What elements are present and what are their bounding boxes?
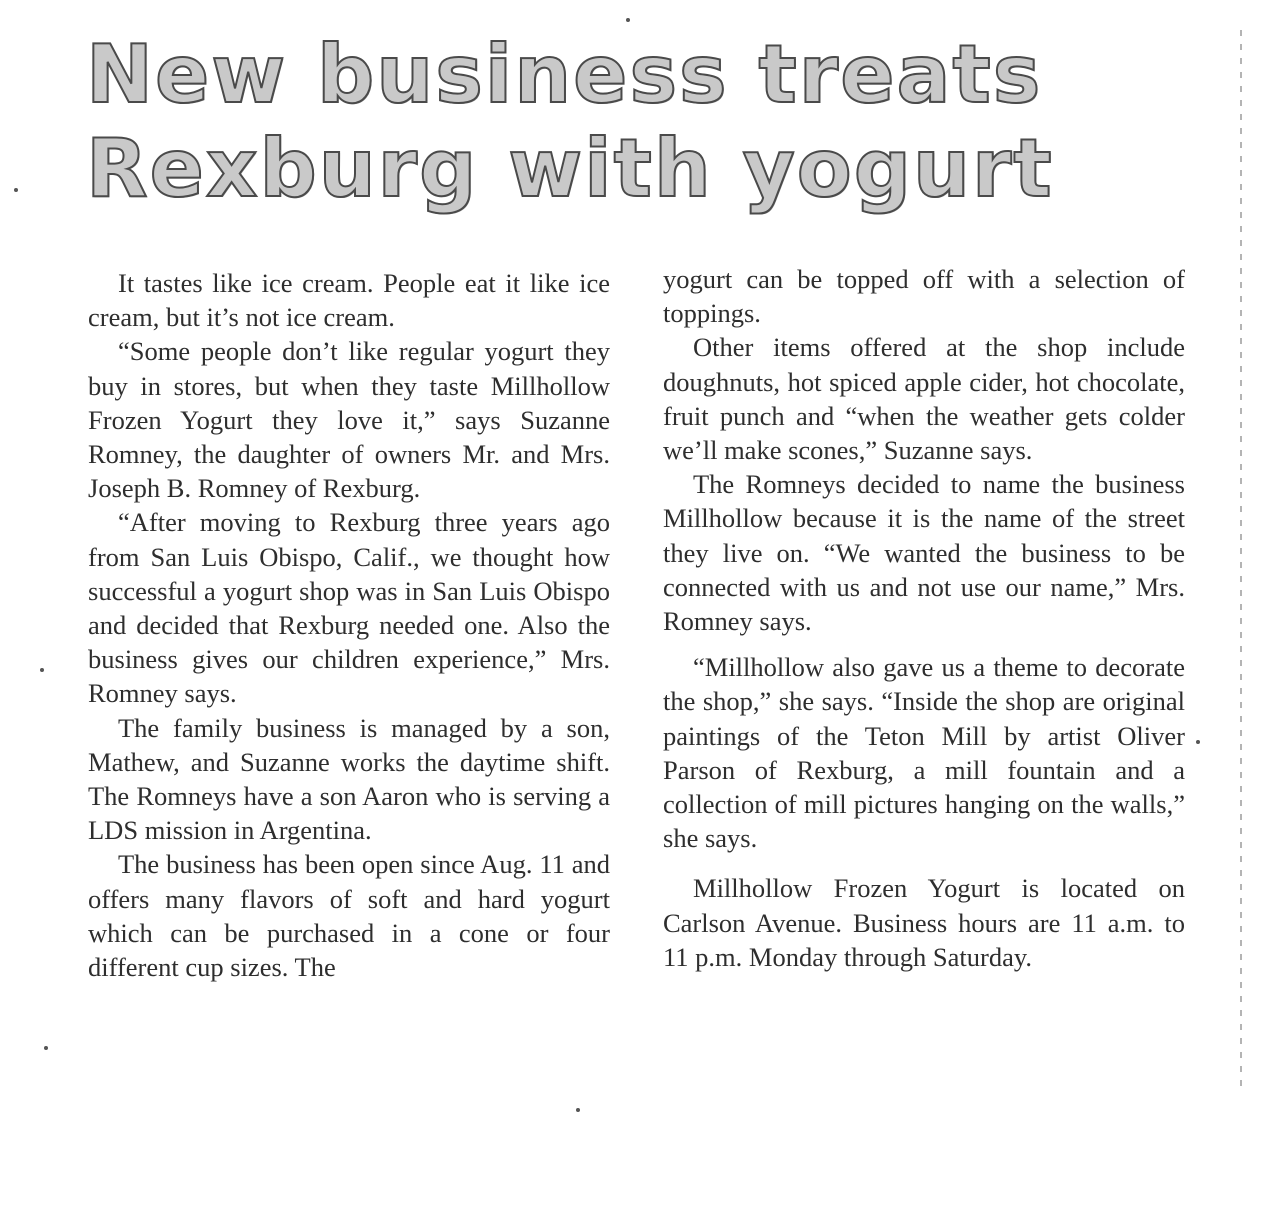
paragraph: Millhollow Frozen Yogurt is located on Carlson Avenue. Business hours are 11 a.m. to 11 p.m. Monday through Saturday. xyxy=(663,873,1185,972)
paragraph: “After moving to Rexburg three years ago from San Luis Obispo, Calif., we thought how successful a yogurt shop was in San Luis Obispo and decided that Rexburg needed one. Also the business gives our children experience,” Mrs. Romney says. xyxy=(88,507,610,709)
paragraph: The Romneys decided to name the business Millhollow because it is the name of the street they live on. “We wanted the business to be connected with us and not use our name,” Mrs. Romney says. xyxy=(663,469,1185,637)
scan-speck xyxy=(40,668,44,672)
paragraph: The family business is managed by a son, Mathew, and Suzanne works the daytime shift. The Romneys have a son Aaron who is serving a LDS mission in Argentina. xyxy=(88,712,610,846)
column-rule xyxy=(1240,30,1242,1090)
headline-line-1: New business treats xyxy=(86,28,1043,121)
right-column xyxy=(663,262,1185,974)
scan-speck xyxy=(1196,740,1200,744)
scan-speck xyxy=(626,18,630,22)
scan-speck xyxy=(576,1108,580,1112)
headline-line-2: Rexburg with yogurt xyxy=(86,122,1054,215)
left-column xyxy=(88,266,610,984)
paragraph: The business has been open since Aug. 11 and offers many flavors of soft and hard yogurt which can be purchased in a cone or four different cup sizes. The xyxy=(88,849,610,983)
paragraph: It tastes like ice cream. People eat it like ice cream, but it’s not ice cream. xyxy=(88,268,610,333)
paragraph: yogurt can be topped off with a selection of toppings. xyxy=(663,264,1185,329)
paragraph: Other items offered at the shop include doughnuts, hot spiced apple cider, hot chocolate, fruit punch and “when the weather gets colder we’ll make scones,” Suzanne says. xyxy=(663,332,1185,466)
scan-speck xyxy=(14,188,18,192)
article-headline xyxy=(86,28,1156,216)
paragraph: “Some people don’t like regular yogurt they buy in stores, but when they taste Millhollow Frozen Yogurt they love it,” says Suzanne Romney, the daughter of owners Mr. and Mrs. Joseph B. Romney of Rexburg. xyxy=(88,336,610,504)
scan-speck xyxy=(44,1046,48,1050)
paragraph: “Millhollow also gave us a theme to decorate the shop,” she says. “Inside the shop are original paintings of the Teton Mill by artist Oliver Parson of Rexburg, a mill fountain and a collection of mill pictures hanging on the walls,” she says. xyxy=(663,652,1185,854)
